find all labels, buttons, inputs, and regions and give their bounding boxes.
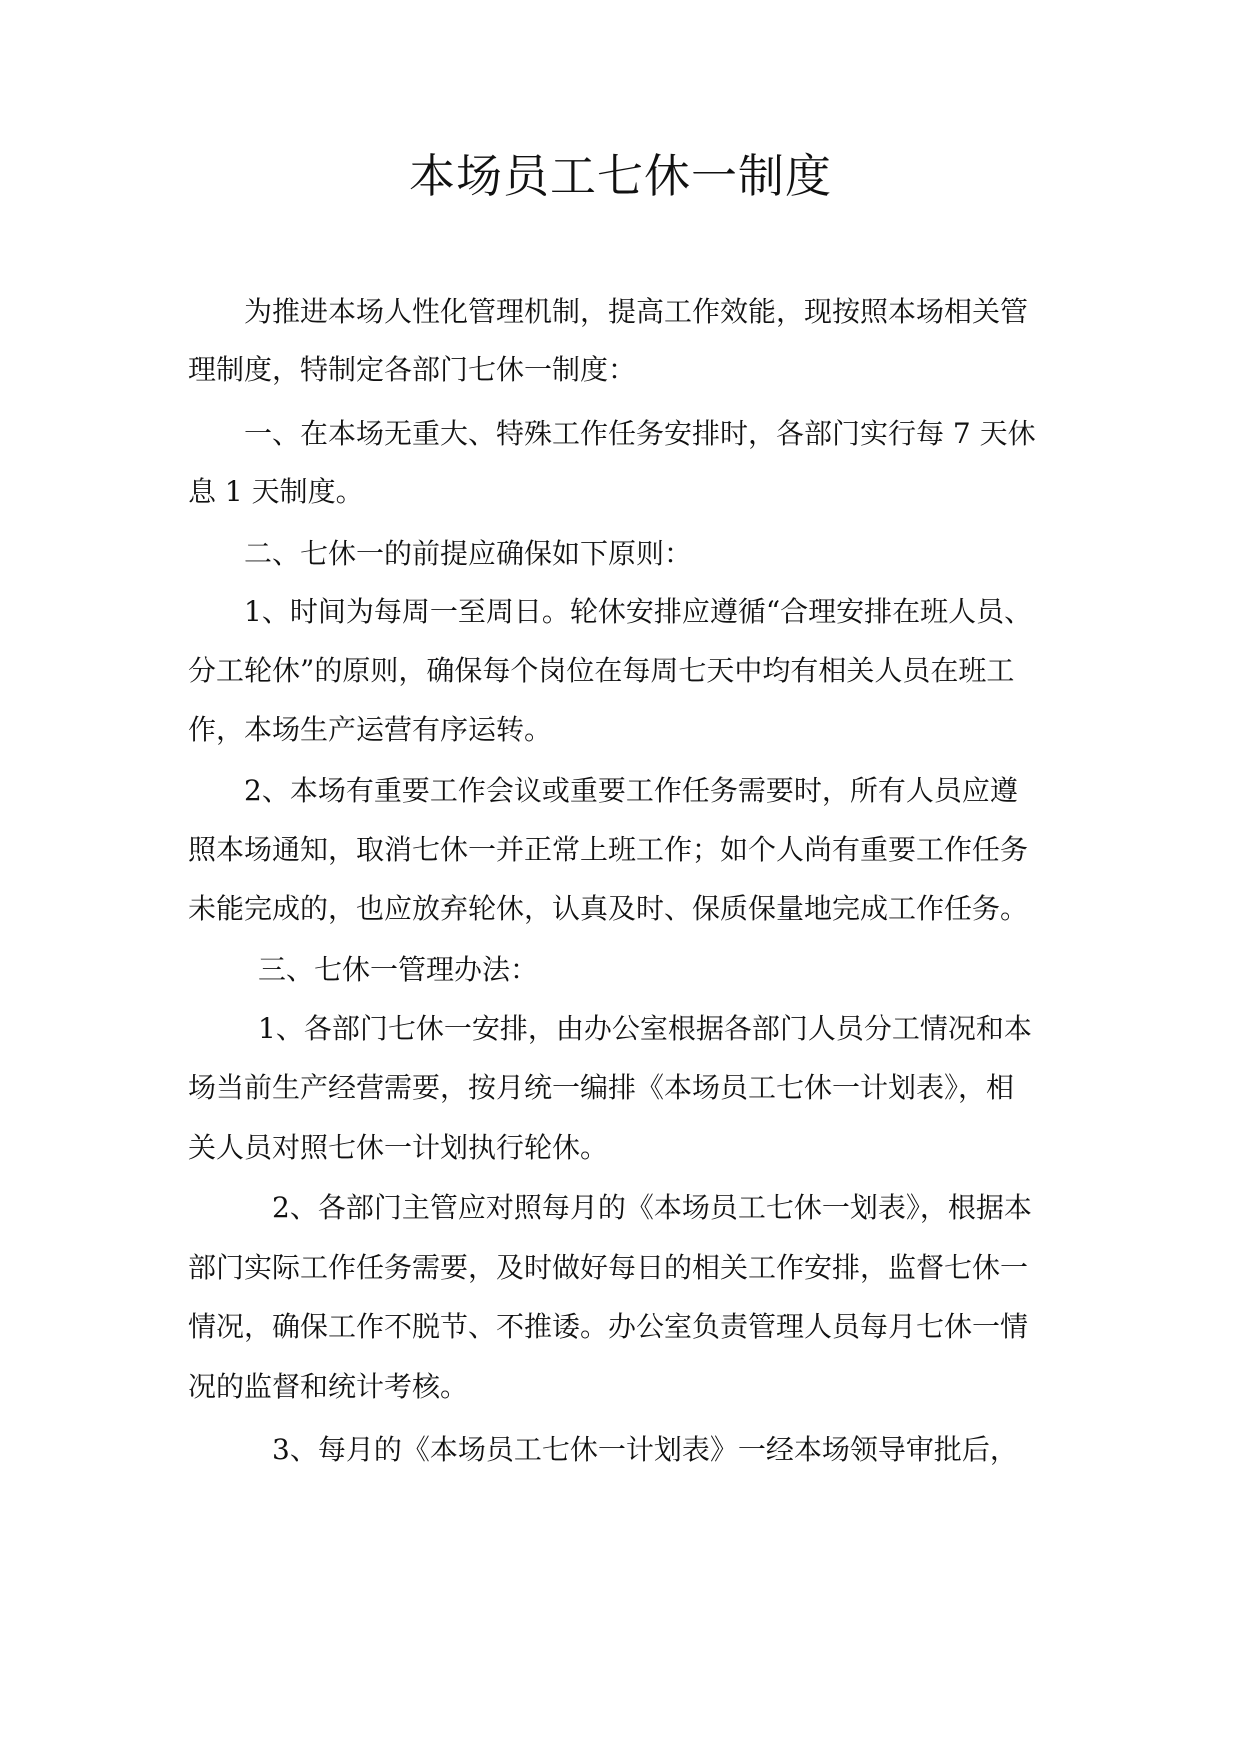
body-line-3: 一、在本场无重大、特殊工作任务安排时，各部门实行每 7 天休 [244, 417, 1036, 450]
body-line-18: 情况，确保工作不脱节、不推诿。办公室负责管理人员每月七休一情 [188, 1310, 1029, 1343]
body-line-17: 部门实际工作任务需要，及时做好每日的相关工作安排，监督七休一 [188, 1251, 1029, 1284]
body-line-15: 关人员对照七休一计划执行轮休。 [188, 1131, 609, 1164]
body-line-2: 理制度，特制定各部门七休一制度： [188, 353, 637, 386]
body-line-12: 三、七休一管理办法： [258, 953, 539, 986]
body-line-14: 场当前生产经营需要，按月统一编排《本场员工七休一计划表》，相 [188, 1071, 1015, 1104]
body-line-9: 2、本场有重要工作会议或重要工作任务需要时，所有人员应遵 [244, 774, 1018, 807]
body-line-19: 况的监督和统计考核。 [188, 1370, 469, 1403]
document-title: 本场员工七休一制度 [409, 149, 832, 203]
body-line-5: 二、七休一的前提应确保如下原则： [244, 537, 693, 570]
body-line-16: 2、各部门主管应对照每月的《本场员工七休一划表》，根据本 [272, 1191, 1032, 1224]
body-line-8: 作，本场生产运营有序运转。 [188, 713, 553, 746]
body-line-4: 息 1 天制度。 [188, 475, 364, 508]
body-line-6: 1、时间为每周一至周日。轮休安排应遵循“合理安排在班人员、 [244, 595, 1033, 628]
body-line-10: 照本场通知，取消七休一并正常上班工作；如个人尚有重要工作任务 [188, 833, 1029, 866]
body-line-13: 1、各部门七休一安排，由办公室根据各部门人员分工情况和本 [258, 1012, 1032, 1045]
body-line-20: 3、每月的《本场员工七休一计划表》一经本场领导审批后， [272, 1433, 1018, 1466]
body-line-1: 为推进本场人性化管理机制，提高工作效能，现按照本场相关管 [244, 295, 1029, 328]
body-line-7: 分工轮休”的原则，确保每个岗位在每周七天中均有相关人员在班工 [188, 654, 1015, 687]
body-line-11: 未能完成的，也应放弃轮休，认真及时、保质保量地完成工作任务。 [188, 892, 1029, 925]
